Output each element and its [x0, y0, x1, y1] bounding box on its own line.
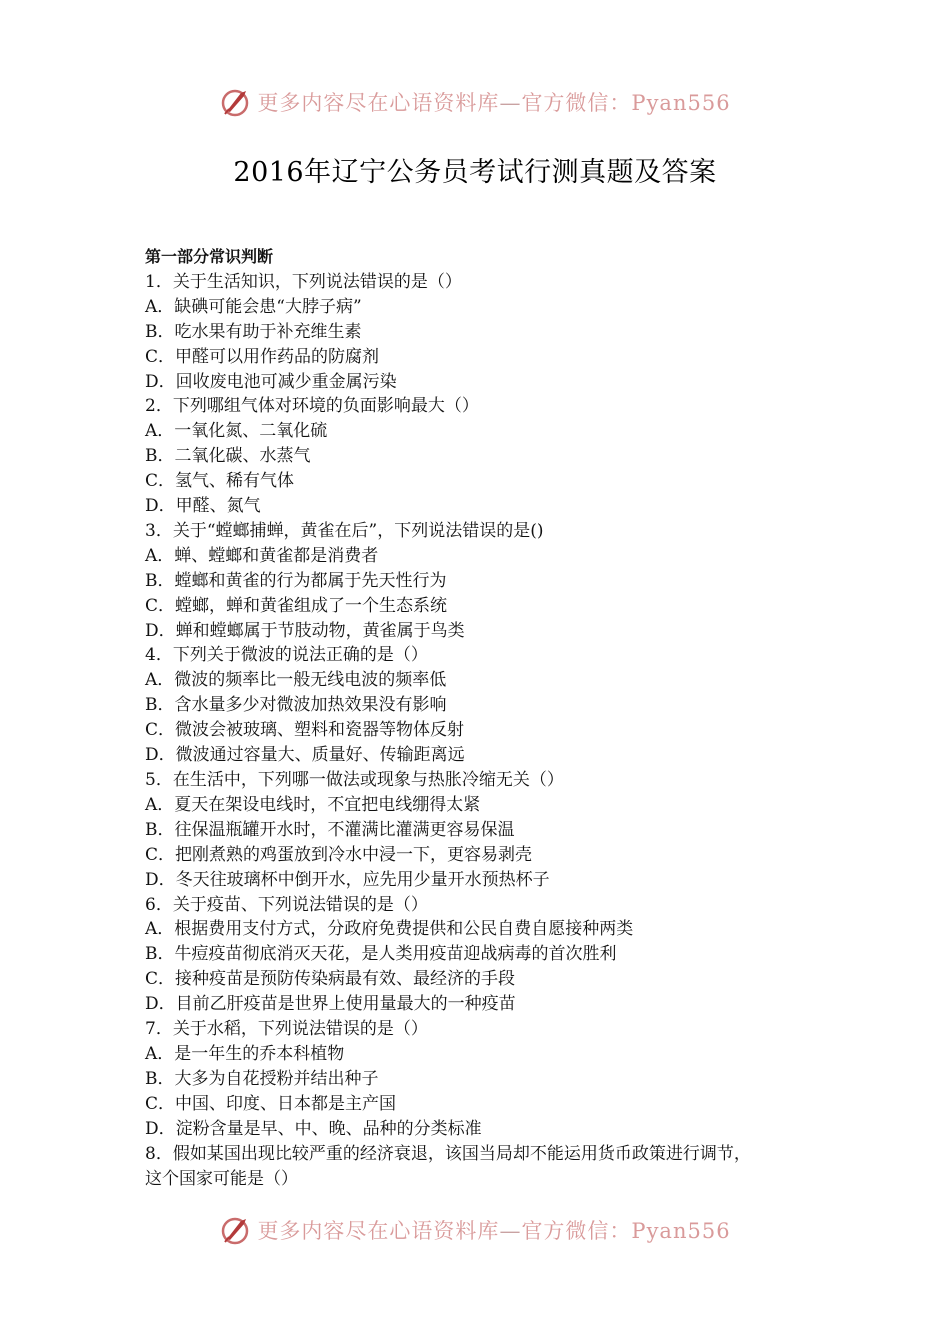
- footer-watermark: [0, 1210, 950, 1250]
- option-line: B．往保温瓶罐开水时，不灌满比灌满更容易保温: [145, 819, 515, 840]
- quill-pen-logo-icon: [219, 85, 253, 119]
- option-line: D．甲醛、氮气: [145, 496, 261, 517]
- question-line: 7．关于水稻，下列说法错误的是（）: [145, 1019, 428, 1040]
- section-heading: 第一部分常识判断: [145, 247, 274, 266]
- option-line: D．回收废电池可减少重金属污染: [145, 371, 397, 392]
- watermark-text: 更多内容尽在心语资料库—官方微信：Pyan556: [257, 91, 731, 115]
- option-line: B．含水量多少对微波加热效果没有影响: [145, 695, 447, 716]
- option-line: B．吃水果有助于补充维生素: [145, 321, 362, 342]
- question-line: 2．下列哪组气体对环境的负面影响最大（）: [145, 396, 479, 417]
- option-line: A．夏天在架设电线时，不宜把电线绷得太紧: [145, 794, 481, 815]
- option-line: B．牛痘疫苗彻底消灭天花，是人类用疫苗迎战病毒的首次胜利: [145, 944, 617, 965]
- option-line: B．螳螂和黄雀的行为都属于先天性行为: [145, 570, 447, 591]
- question-line: 5．在生活中，下列哪一做法或现象与热胀冷缩无关（）: [145, 770, 564, 791]
- option-line: A．是一年生的乔本科植物: [145, 1043, 345, 1064]
- question-line: 3．关于“螳螂捕蝉，黄雀在后”，下列说法错误的是(): [145, 520, 544, 541]
- option-line: B．大多为自花授粉并结出种子: [145, 1068, 379, 1089]
- question-line: 8．假如某国出现比较严重的经济衰退，该国当局却不能运用货币政策进行调节，: [145, 1143, 751, 1164]
- option-line: B．二氧化碳、水蒸气: [145, 446, 311, 467]
- option-line: A．一氧化氮、二氧化硫: [145, 421, 328, 442]
- quill-pen-logo-icon: [219, 1213, 253, 1247]
- question-list: [145, 270, 825, 1192]
- option-line: D．淀粉含量是早、中、晚、品种的分类标准: [145, 1118, 482, 1139]
- option-line: D．微波通过容量大、质量好、传输距离远: [145, 745, 465, 766]
- option-line: A．微波的频率比一般无线电波的频率低: [145, 670, 447, 691]
- question-line: 6．关于疫苗、下列说法错误的是（）: [145, 894, 428, 915]
- option-line: C．接种疫苗是预防传染病最有效、最经济的手段: [145, 969, 516, 990]
- option-line: C．中国、印度、日本都是主产国: [145, 1093, 397, 1114]
- option-line: C．螳螂，蝉和黄雀组成了一个生态系统: [145, 595, 448, 616]
- header-watermark: [0, 82, 950, 122]
- watermark-text: 更多内容尽在心语资料库—官方微信：Pyan556: [257, 1219, 731, 1243]
- question-line: 4．下列关于微波的说法正确的是（）: [145, 645, 428, 666]
- option-line: A．蝉、螳螂和黄雀都是消费者: [145, 545, 379, 566]
- option-line: D．冬天往玻璃杯中倒开水，应先用少量开水预热杯子: [145, 869, 550, 890]
- option-line: A．缺碘可能会患“大脖子病”: [145, 296, 362, 317]
- option-line: A．根据费用支付方式，分政府免费提供和公民自费自愿接种两类: [145, 919, 634, 940]
- option-line: C．微波会被玻璃、塑料和瓷器等物体反射: [145, 720, 465, 741]
- document-body: [145, 245, 825, 1191]
- option-line: D．目前乙肝疫苗是世界上使用量最大的一种疫苗: [145, 994, 516, 1015]
- option-line: C．氢气、稀有气体: [145, 471, 295, 492]
- document-title: 2016年辽宁公务员考试行测真题及答案: [233, 157, 717, 188]
- option-line: D．蝉和螳螂属于节肢动物，黄雀属于鸟类: [145, 620, 465, 641]
- text-line: 这个国家可能是（）: [145, 1168, 298, 1189]
- option-line: C．把刚煮熟的鸡蛋放到冷水中浸一下，更容易剥壳: [145, 844, 533, 865]
- question-line: 1．关于生活知识，下列说法错误的是（）: [145, 271, 462, 292]
- option-line: C．甲醛可以用作药品的防腐剂: [145, 346, 380, 367]
